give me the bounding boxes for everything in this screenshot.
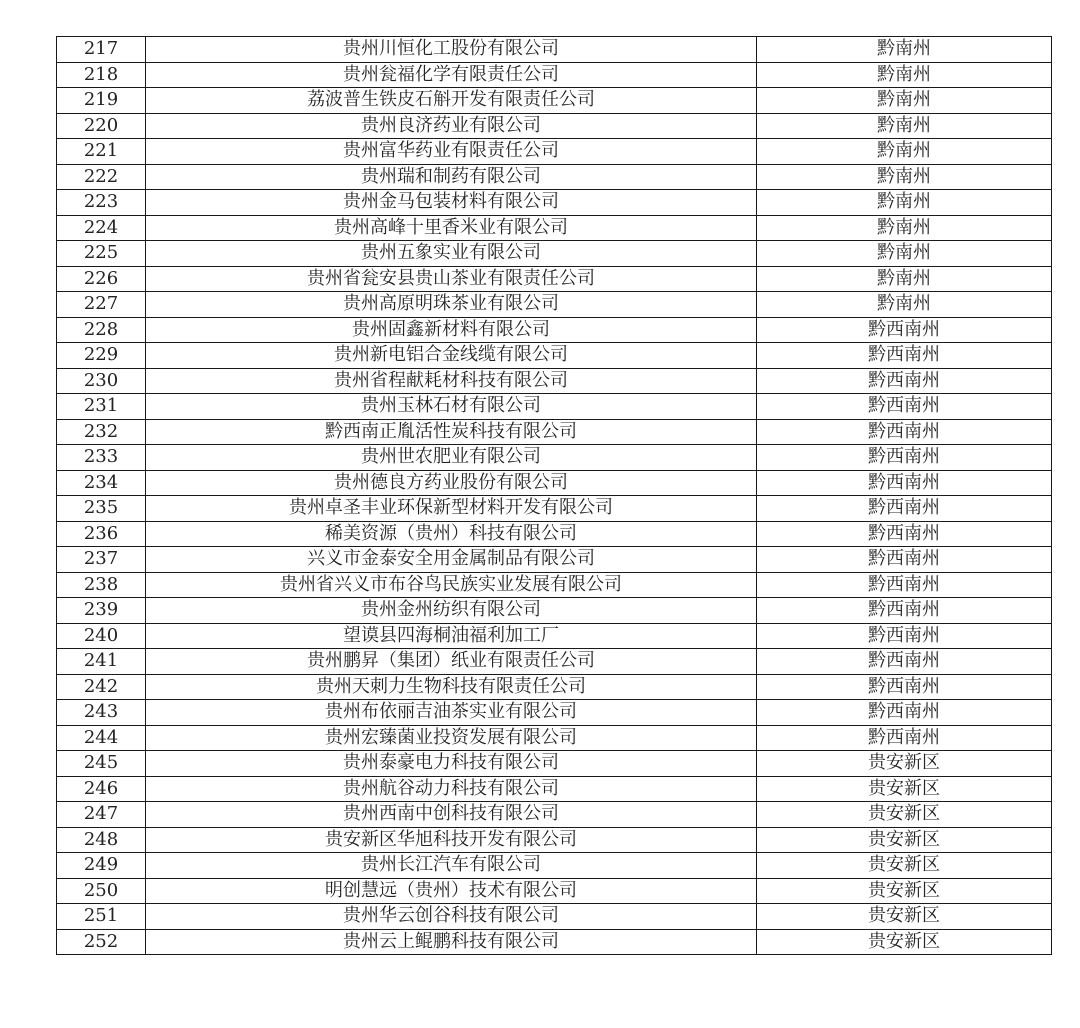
table-row	[57, 700, 1052, 726]
region-cell: 黔南州	[757, 62, 1052, 88]
region-cell: 黔西南州	[757, 470, 1052, 496]
company-name-cell: 贵州卓圣丰业环保新型材料开发有限公司	[146, 496, 757, 522]
row-number-cell: 241	[57, 649, 146, 675]
company-name-cell: 贵州世农肥业有限公司	[146, 445, 757, 471]
row-number-cell: 217	[57, 37, 146, 63]
table-row	[57, 88, 1052, 114]
region-cell: 黔南州	[757, 241, 1052, 267]
table-row	[57, 521, 1052, 547]
region-cell: 黔南州	[757, 37, 1052, 63]
company-name-cell: 贵州瓮福化学有限责任公司	[146, 62, 757, 88]
company-name-cell: 贵州新电铝合金线缆有限公司	[146, 343, 757, 369]
company-name-cell: 贵州泰豪电力科技有限公司	[146, 751, 757, 777]
row-number-cell: 232	[57, 419, 146, 445]
table-row	[57, 878, 1052, 904]
table-row	[57, 368, 1052, 394]
company-name-cell: 贵州宏臻菌业投资发展有限公司	[146, 725, 757, 751]
region-cell: 贵安新区	[757, 827, 1052, 853]
region-cell: 黔西南州	[757, 343, 1052, 369]
region-cell: 黔西南州	[757, 547, 1052, 573]
region-cell: 黔西南州	[757, 394, 1052, 420]
table-row	[57, 751, 1052, 777]
table-row	[57, 394, 1052, 420]
company-name-cell: 贵州航谷动力科技有限公司	[146, 776, 757, 802]
table-row	[57, 496, 1052, 522]
row-number-cell: 228	[57, 317, 146, 343]
row-number-cell: 234	[57, 470, 146, 496]
table-row	[57, 547, 1052, 573]
row-number-cell: 231	[57, 394, 146, 420]
region-cell: 黔西南州	[757, 572, 1052, 598]
row-number-cell: 240	[57, 623, 146, 649]
company-name-cell: 贵州布依丽吉油茶实业有限公司	[146, 700, 757, 726]
company-name-cell: 贵州高峰十里香米业有限公司	[146, 215, 757, 241]
row-number-cell: 246	[57, 776, 146, 802]
row-number-cell: 219	[57, 88, 146, 114]
table-row	[57, 419, 1052, 445]
table-row	[57, 215, 1052, 241]
company-name-cell: 贵州五象实业有限公司	[146, 241, 757, 267]
region-cell: 黔南州	[757, 88, 1052, 114]
row-number-cell: 222	[57, 164, 146, 190]
row-number-cell: 229	[57, 343, 146, 369]
company-name-cell: 望谟县四海桐油福利加工厂	[146, 623, 757, 649]
company-list-table	[56, 36, 1052, 955]
region-cell: 黔西南州	[757, 700, 1052, 726]
row-number-cell: 226	[57, 266, 146, 292]
row-number-cell: 225	[57, 241, 146, 267]
table-row	[57, 292, 1052, 318]
row-number-cell: 236	[57, 521, 146, 547]
company-name-cell: 贵州长江汽车有限公司	[146, 853, 757, 879]
table-row	[57, 343, 1052, 369]
region-cell: 黔南州	[757, 139, 1052, 165]
region-cell: 黔西南州	[757, 649, 1052, 675]
company-name-cell: 贵州富华药业有限责任公司	[146, 139, 757, 165]
row-number-cell: 250	[57, 878, 146, 904]
row-number-cell: 223	[57, 190, 146, 216]
region-cell: 黔南州	[757, 215, 1052, 241]
table-row	[57, 139, 1052, 165]
table-row	[57, 623, 1052, 649]
region-cell: 黔西南州	[757, 725, 1052, 751]
company-name-cell: 贵州省兴义市布谷鸟民族实业发展有限公司	[146, 572, 757, 598]
row-number-cell: 238	[57, 572, 146, 598]
row-number-cell: 221	[57, 139, 146, 165]
region-cell: 贵安新区	[757, 751, 1052, 777]
row-number-cell: 224	[57, 215, 146, 241]
table-row	[57, 853, 1052, 879]
region-cell: 贵安新区	[757, 776, 1052, 802]
table-row	[57, 62, 1052, 88]
region-cell: 贵安新区	[757, 802, 1052, 828]
table-row	[57, 827, 1052, 853]
table-row	[57, 113, 1052, 139]
table-body	[57, 37, 1052, 955]
table-row	[57, 649, 1052, 675]
company-name-cell: 兴义市金泰安全用金属制品有限公司	[146, 547, 757, 573]
company-name-cell: 贵州华云创谷科技有限公司	[146, 904, 757, 930]
region-cell: 黔南州	[757, 292, 1052, 318]
table-row	[57, 164, 1052, 190]
company-name-cell: 贵州省程献耗材科技有限公司	[146, 368, 757, 394]
row-number-cell: 247	[57, 802, 146, 828]
company-name-cell: 贵州天刺力生物科技有限责任公司	[146, 674, 757, 700]
company-name-cell: 贵州玉林石材有限公司	[146, 394, 757, 420]
row-number-cell: 245	[57, 751, 146, 777]
company-name-cell: 贵州固鑫新材料有限公司	[146, 317, 757, 343]
company-name-cell: 贵州金州纺织有限公司	[146, 598, 757, 624]
company-name-cell: 荔波普生铁皮石斛开发有限责任公司	[146, 88, 757, 114]
region-cell: 贵安新区	[757, 853, 1052, 879]
row-number-cell: 230	[57, 368, 146, 394]
table-row	[57, 598, 1052, 624]
company-name-cell: 贵州省瓮安县贵山茶业有限责任公司	[146, 266, 757, 292]
row-number-cell: 248	[57, 827, 146, 853]
row-number-cell: 244	[57, 725, 146, 751]
row-number-cell: 243	[57, 700, 146, 726]
table-row	[57, 266, 1052, 292]
row-number-cell: 233	[57, 445, 146, 471]
table-row	[57, 776, 1052, 802]
company-name-cell: 贵州川恒化工股份有限公司	[146, 37, 757, 63]
table-row	[57, 674, 1052, 700]
row-number-cell: 249	[57, 853, 146, 879]
row-number-cell: 237	[57, 547, 146, 573]
table-row	[57, 445, 1052, 471]
table-row	[57, 929, 1052, 955]
region-cell: 黔南州	[757, 190, 1052, 216]
row-number-cell: 220	[57, 113, 146, 139]
company-name-cell: 贵州高原明珠茶业有限公司	[146, 292, 757, 318]
region-cell: 黔南州	[757, 266, 1052, 292]
region-cell: 黔西南州	[757, 445, 1052, 471]
company-name-cell: 贵州瑞和制药有限公司	[146, 164, 757, 190]
company-name-cell: 稀美资源（贵州）科技有限公司	[146, 521, 757, 547]
region-cell: 黔西南州	[757, 521, 1052, 547]
table-row	[57, 904, 1052, 930]
table-row	[57, 725, 1052, 751]
row-number-cell: 242	[57, 674, 146, 700]
company-name-cell: 明创慧远（贵州）技术有限公司	[146, 878, 757, 904]
company-name-cell: 贵州西南中创科技有限公司	[146, 802, 757, 828]
region-cell: 贵安新区	[757, 904, 1052, 930]
row-number-cell: 235	[57, 496, 146, 522]
region-cell: 黔西南州	[757, 674, 1052, 700]
table-row	[57, 241, 1052, 267]
company-name-cell: 贵州云上鲲鹏科技有限公司	[146, 929, 757, 955]
table-row	[57, 572, 1052, 598]
company-name-cell: 贵安新区华旭科技开发有限公司	[146, 827, 757, 853]
region-cell: 黔西南州	[757, 623, 1052, 649]
company-name-cell: 贵州鹏昇（集团）纸业有限责任公司	[146, 649, 757, 675]
table-row	[57, 37, 1052, 63]
row-number-cell: 251	[57, 904, 146, 930]
region-cell: 黔西南州	[757, 496, 1052, 522]
row-number-cell: 218	[57, 62, 146, 88]
table-row	[57, 802, 1052, 828]
company-name-cell: 黔西南正胤活性炭科技有限公司	[146, 419, 757, 445]
region-cell: 黔西南州	[757, 598, 1052, 624]
table-row	[57, 470, 1052, 496]
region-cell: 黔南州	[757, 164, 1052, 190]
region-cell: 黔西南州	[757, 368, 1052, 394]
table-row	[57, 190, 1052, 216]
region-cell: 黔西南州	[757, 317, 1052, 343]
row-number-cell: 227	[57, 292, 146, 318]
region-cell: 黔西南州	[757, 419, 1052, 445]
region-cell: 贵安新区	[757, 929, 1052, 955]
region-cell: 黔南州	[757, 113, 1052, 139]
table-row	[57, 317, 1052, 343]
row-number-cell: 239	[57, 598, 146, 624]
row-number-cell: 252	[57, 929, 146, 955]
company-name-cell: 贵州德良方药业股份有限公司	[146, 470, 757, 496]
company-name-cell: 贵州金马包装材料有限公司	[146, 190, 757, 216]
company-name-cell: 贵州良济药业有限公司	[146, 113, 757, 139]
region-cell: 贵安新区	[757, 878, 1052, 904]
